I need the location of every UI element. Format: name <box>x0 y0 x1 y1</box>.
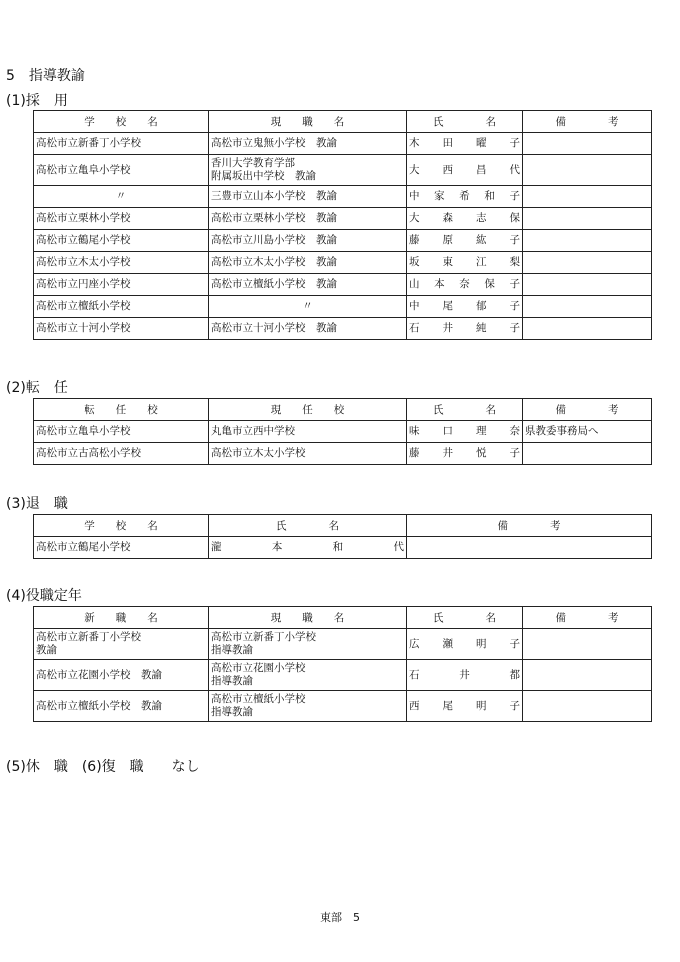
name-char: 明 <box>476 699 487 712</box>
retire-table <box>33 514 652 559</box>
table-row <box>34 537 652 559</box>
table-row <box>34 133 652 155</box>
table-row <box>34 208 652 230</box>
note-cell <box>523 691 652 722</box>
current-school-cell: 高松市立木太小学校 <box>209 443 407 465</box>
name-cell <box>407 660 523 691</box>
name-char: 中 <box>409 300 420 312</box>
cell-line: 高松市立新番丁小学校 <box>211 631 316 643</box>
table-header-row <box>34 515 652 537</box>
cell-line: 高松市立檀紙小学校 教諭 <box>211 278 337 290</box>
current-post-cell <box>209 133 407 155</box>
table-row <box>34 629 652 660</box>
name-char: 悦 <box>476 447 487 459</box>
name-cell <box>407 318 523 340</box>
name-char: 理 <box>476 425 487 437</box>
person-name <box>409 425 520 438</box>
name-char: 大 <box>409 163 420 176</box>
cell-line: 指導教諭 <box>211 706 253 718</box>
column-header: 氏 名 <box>407 111 523 133</box>
column-header: 備 考 <box>523 111 652 133</box>
column-header: 現 任 校 <box>209 399 407 421</box>
name-char: 口 <box>442 425 453 437</box>
name-char: 本 <box>434 278 445 290</box>
name-char: 子 <box>509 322 520 334</box>
name-cell <box>407 230 523 252</box>
current-post-cell <box>209 318 407 340</box>
column-header: 氏 名 <box>407 607 523 629</box>
note-cell <box>523 660 652 691</box>
column-header: 備 考 <box>407 515 652 537</box>
name-char: 志 <box>476 212 487 224</box>
name-cell <box>209 537 407 559</box>
name-char: 郁 <box>476 300 487 312</box>
current-post-cell <box>209 230 407 252</box>
name-char: 味 <box>409 425 420 437</box>
column-header: 現 職 名 <box>209 607 407 629</box>
name-char: 尾 <box>442 699 453 712</box>
school-cell: 高松市立亀阜小学校 <box>34 155 209 186</box>
school-cell: 高松市立栗林小学校 <box>34 208 209 230</box>
name-char: 尾 <box>442 300 453 312</box>
name-char: 子 <box>509 637 520 650</box>
new-post-cell <box>34 691 209 722</box>
name-char: 紘 <box>476 234 487 246</box>
transfer-heading: (2)転 任 <box>6 380 68 396</box>
column-header: 学 校 名 <box>34 515 209 537</box>
name-cell <box>407 155 523 186</box>
hire-table <box>33 110 652 340</box>
cell-line: 指導教諭 <box>211 675 253 687</box>
note-cell <box>523 133 652 155</box>
column-header: 氏 名 <box>407 399 523 421</box>
school-cell: 高松市立亀阜小学校 <box>34 421 209 443</box>
name-char: 都 <box>509 668 520 681</box>
name-char: 子 <box>509 447 520 459</box>
retire-post-table <box>33 606 652 722</box>
cell-line: 高松市立木太小学校 教諭 <box>211 256 337 268</box>
cell-line: 高松市立鬼無小学校 教諭 <box>211 137 337 149</box>
table-row <box>34 691 652 722</box>
name-cell <box>407 443 523 465</box>
person-name <box>409 669 520 682</box>
current-post-cell <box>209 155 407 186</box>
table-row <box>34 296 652 318</box>
cell-line: 高松市立檀紙小学校 教諭 <box>36 699 162 712</box>
school-cell: 高松市立古高松小学校 <box>34 443 209 465</box>
name-char: 純 <box>476 322 487 334</box>
name-char: 藤 <box>409 234 420 246</box>
name-char: 石 <box>409 668 420 681</box>
name-char: 西 <box>409 699 420 712</box>
new-post-cell <box>34 629 209 660</box>
name-char: 子 <box>509 190 520 202</box>
name-char: 子 <box>509 234 520 246</box>
column-header: 備 考 <box>523 399 652 421</box>
name-char: 子 <box>509 137 520 149</box>
name-char: 子 <box>509 699 520 712</box>
school-cell: 高松市立十河小学校 <box>34 318 209 340</box>
name-char: 代 <box>393 541 404 553</box>
school-cell: 高松市立新番丁小学校 <box>34 133 209 155</box>
name-cell <box>407 421 523 443</box>
name-char: 子 <box>509 300 520 312</box>
current-post-cell <box>209 208 407 230</box>
name-char: 保 <box>509 212 520 224</box>
cell-line: 三豊市立山本小学校 教諭 <box>211 190 337 202</box>
name-cell <box>407 274 523 296</box>
name-char: 子 <box>509 278 520 290</box>
column-header: 備 考 <box>523 607 652 629</box>
name-char: 田 <box>442 137 453 149</box>
name-cell <box>407 208 523 230</box>
page-footer: 東部 5 <box>320 911 360 924</box>
section-title: 5 指導教諭 <box>6 68 85 84</box>
name-char: 山 <box>409 278 420 290</box>
note-cell <box>523 318 652 340</box>
table-row <box>34 155 652 186</box>
table-row <box>34 421 652 443</box>
new-post-cell <box>34 660 209 691</box>
person-name <box>409 322 520 335</box>
cell-line: 高松市立川島小学校 教諭 <box>211 234 337 246</box>
name-char: 広 <box>409 637 420 650</box>
column-header: 学 校 名 <box>34 111 209 133</box>
cell-line: 香川大学教育学部 <box>211 157 295 169</box>
school-cell: 高松市立鶴尾小学校 <box>34 230 209 252</box>
name-char: 保 <box>484 278 495 290</box>
note-cell: 県教委事務局へ <box>523 421 652 443</box>
note-cell <box>523 252 652 274</box>
name-char: 石 <box>409 322 420 334</box>
name-char: 原 <box>442 234 453 246</box>
cell-line: 高松市立十河小学校 教諭 <box>211 322 337 334</box>
table-row <box>34 230 652 252</box>
column-header: 現 職 名 <box>209 111 407 133</box>
note-cell <box>523 296 652 318</box>
name-char: 家 <box>434 190 445 202</box>
person-name <box>409 190 520 203</box>
person-name <box>409 638 520 651</box>
current-post-cell <box>209 252 407 274</box>
name-cell <box>407 296 523 318</box>
cell-line: 附属坂出中学校 教諭 <box>211 170 316 182</box>
cell-line: 指導教諭 <box>211 644 253 656</box>
school-cell: 高松市立檀紙小学校 <box>34 296 209 318</box>
table-row <box>34 252 652 274</box>
school-cell: 高松市立鶴尾小学校 <box>34 537 209 559</box>
person-name <box>409 300 520 313</box>
table-header-row <box>34 111 652 133</box>
note-cell <box>523 274 652 296</box>
person-name <box>409 278 520 291</box>
name-char: 大 <box>409 212 420 224</box>
column-header: 転 任 校 <box>34 399 209 421</box>
name-char: 本 <box>271 541 283 553</box>
name-cell <box>407 186 523 208</box>
cell-line: 〃 <box>302 300 313 312</box>
note-cell <box>523 186 652 208</box>
name-char: 明 <box>476 637 487 650</box>
person-name <box>211 541 404 554</box>
table-row <box>34 443 652 465</box>
name-char: 瀧 <box>211 541 222 553</box>
school-cell: 高松市立円座小学校 <box>34 274 209 296</box>
cell-line: 教諭 <box>36 644 57 656</box>
note-cell <box>523 443 652 465</box>
name-char: 和 <box>332 541 344 553</box>
note-cell <box>523 155 652 186</box>
name-char: 奈 <box>459 278 470 290</box>
person-name <box>409 447 520 460</box>
note-cell <box>523 629 652 660</box>
column-header: 氏 名 <box>209 515 407 537</box>
current-post-cell <box>209 186 407 208</box>
table-header-row <box>34 607 652 629</box>
name-char: 井 <box>459 668 470 681</box>
current-post-cell <box>209 274 407 296</box>
current-post-cell <box>209 629 407 660</box>
person-name <box>409 164 520 177</box>
cell-line: 高松市立花園小学校 <box>211 662 306 674</box>
person-name <box>409 234 520 247</box>
name-char: 希 <box>459 190 470 202</box>
cell-line: 高松市立花園小学校 教諭 <box>36 668 162 681</box>
name-char: 和 <box>484 190 495 202</box>
name-char: 江 <box>476 256 487 268</box>
name-char: 梨 <box>509 256 520 268</box>
name-char: 曜 <box>476 137 487 149</box>
name-char: 西 <box>442 163 453 176</box>
name-char: 瀬 <box>442 637 453 650</box>
person-name <box>409 212 520 225</box>
transfer-table <box>33 398 652 465</box>
name-char: 奈 <box>509 425 520 437</box>
note-cell <box>407 537 652 559</box>
person-name <box>409 700 520 713</box>
cell-line: 高松市立檀紙小学校 <box>211 693 306 705</box>
name-char: 代 <box>509 163 520 176</box>
person-name <box>409 137 520 150</box>
table-row <box>34 318 652 340</box>
person-name <box>409 256 520 269</box>
cell-line: 高松市立新番丁小学校 <box>36 631 141 643</box>
name-char: 森 <box>442 212 453 224</box>
retire-post-heading: (4)役職定年 <box>6 588 82 604</box>
name-cell <box>407 133 523 155</box>
table-row <box>34 274 652 296</box>
column-header: 新 職 名 <box>34 607 209 629</box>
leave-line: (5)休 職 (6)復 職 なし <box>6 759 200 775</box>
current-post-cell <box>209 660 407 691</box>
name-char: 中 <box>409 190 420 202</box>
school-cell: 〃 <box>34 186 209 208</box>
retire-heading: (3)退 職 <box>6 496 68 512</box>
table-row <box>34 660 652 691</box>
name-char: 坂 <box>409 256 420 268</box>
name-char: 井 <box>442 322 453 334</box>
current-post-cell <box>209 691 407 722</box>
current-post-cell <box>209 296 407 318</box>
name-cell <box>407 691 523 722</box>
table-header-row <box>34 399 652 421</box>
name-char: 東 <box>442 256 453 268</box>
name-char: 井 <box>442 447 453 459</box>
school-cell: 高松市立木太小学校 <box>34 252 209 274</box>
name-char: 木 <box>409 137 420 149</box>
table-row <box>34 186 652 208</box>
name-cell <box>407 252 523 274</box>
note-cell <box>523 230 652 252</box>
note-cell <box>523 208 652 230</box>
name-char: 藤 <box>409 447 420 459</box>
current-school-cell: 丸亀市立西中学校 <box>209 421 407 443</box>
hire-heading: (1)採 用 <box>6 93 68 109</box>
name-cell <box>407 629 523 660</box>
cell-line: 高松市立栗林小学校 教諭 <box>211 212 337 224</box>
name-char: 昌 <box>476 163 487 176</box>
